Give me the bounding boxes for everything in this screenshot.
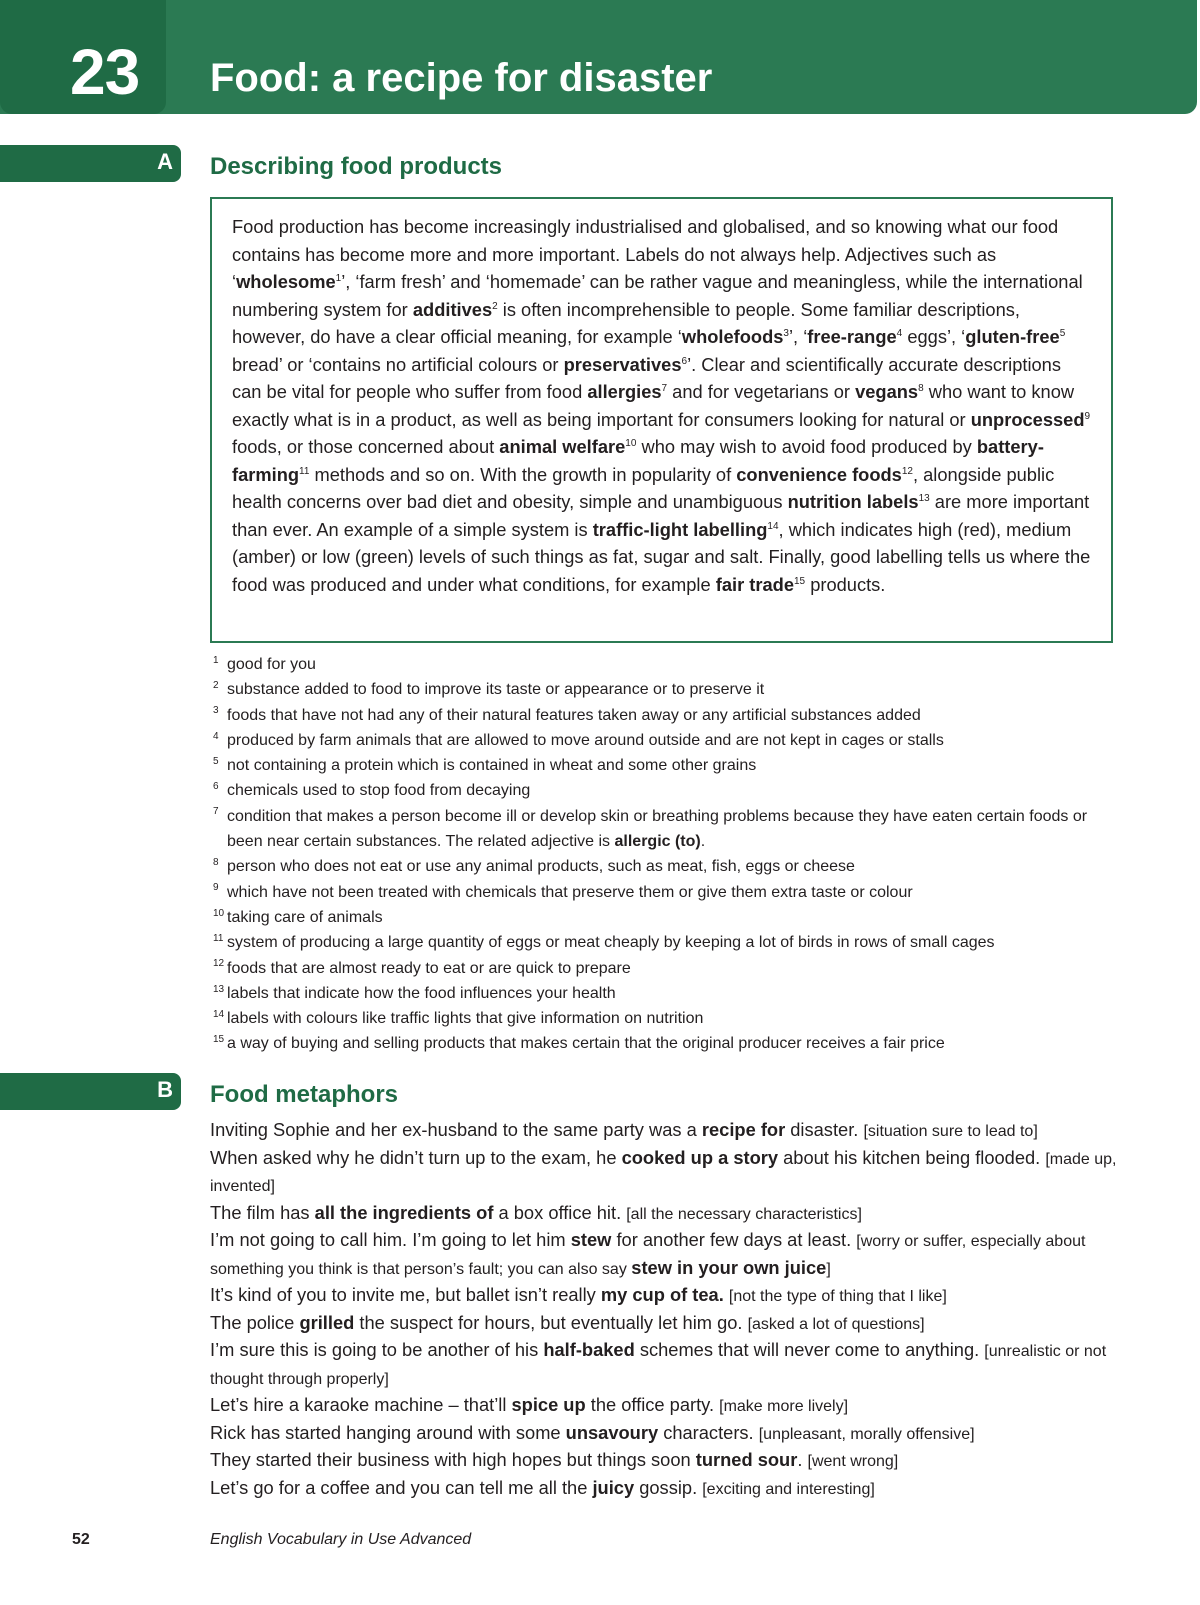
footnote-item: 7 condition that makes a person become ill or develop skin or breathing problems because they have eaten certain foods or been near certain substances. The related adjective is allergic (to). [213, 806, 1088, 851]
metaphor-sentence-start: The police [210, 1311, 300, 1333]
reading-text-box [210, 197, 1113, 643]
footnote-item: 5 not containing a protein which is contained in wheat and some other grains [213, 755, 757, 775]
metaphor-sentence-end: a box office hit. [493, 1201, 627, 1223]
footnote-ref: 2 [492, 300, 498, 312]
metaphor-sentence-start: Rick has started hanging around with some [210, 1421, 566, 1443]
text-run: , alongside public health concerns over bad diet and obesity, simple and unambiguous [232, 463, 1055, 512]
text-run: Food production has become increasingly industrialised and globalised, and so knowing what our food contains has become more and more important. Labels do not always help. Adjectives such as ‘ [232, 216, 1059, 292]
metaphor-sentence-end: for another few days at least. [611, 1229, 857, 1250]
text-run: who may wish to avoid food produced by [636, 436, 977, 457]
text-run: , which indicates high (red), medium (amber) or low (green) levels of such things as fat, sugar and salt. Finally, good labelling tells us where the food was produced and under what conditions, for example [232, 518, 1091, 595]
key-term: battery-farming [232, 436, 1044, 485]
metaphor-item [210, 1310, 1140, 1338]
metaphor-expression: half-baked [543, 1339, 635, 1360]
metaphor-expression: stew [570, 1229, 612, 1250]
metaphor-gloss: [not the type of thing that I like] [728, 1288, 947, 1305]
footnote-item: 12 foods that are almost ready to eat or are quick to prepare [213, 958, 631, 977]
footnote-text: foods that are almost ready to eat or are quick to prepare [227, 959, 631, 977]
footnote-ref: 5 [1059, 327, 1066, 339]
text-run: eggs’, ‘ [902, 326, 966, 347]
metaphor-sentence-start: When asked why he didn’t turn up to the exam, he [210, 1146, 622, 1168]
key-term: traffic-light labelling [592, 518, 768, 540]
metaphor-expression: turned sour [695, 1449, 798, 1470]
key-term: animal welfare [499, 436, 626, 457]
footnote-text: foods that have not had any of their natural features taken away or any artificial substances added [227, 706, 921, 724]
footnote-item: 14 labels with colours like traffic lights that give information on nutrition [213, 1008, 704, 1028]
footnotes-list [213, 652, 1113, 1057]
footnote-ref: 14 [767, 520, 779, 532]
footnote-item: 1 good for you [213, 654, 316, 673]
metaphor-item [210, 1200, 1140, 1228]
metaphor-item [210, 1447, 1140, 1475]
key-term: allergies [587, 381, 662, 402]
footnote-ref: 13 [918, 492, 930, 504]
metaphor-sentence-end: . [797, 1449, 808, 1470]
key-term: wholefoods [681, 326, 784, 347]
key-term: free-range [807, 326, 897, 347]
metaphor-gloss: [unpleasant, morally offensive] [758, 1425, 975, 1443]
footnote-text: person who does not eat or use any animal products, such as meat, fish, eggs or cheese [227, 858, 855, 876]
metaphor-item [210, 1392, 1140, 1420]
footnote-ref: 9 [1084, 410, 1091, 422]
footnote-item: 6 chemicals used to stop food from decaying [213, 781, 531, 800]
metaphor-sentence-start: Inviting Sophie and her ex-husband to the same party was a [210, 1119, 702, 1140]
metaphor-item [210, 1420, 1140, 1448]
footnote-text: chemicals used to stop food from decaying [227, 782, 531, 800]
footnote-text: labels with colours like traffic lights that give information on nutrition [227, 1010, 704, 1028]
footnote-item: 8 person who does not eat or use any animal products, such as meat, fish, eggs or cheese [213, 857, 855, 876]
text-run: ’, ‘ [788, 326, 808, 347]
section-a-tab [0, 145, 181, 182]
text-run: and for vegetarians or [667, 381, 856, 402]
metaphor-gloss-bold: stew in your own juice [631, 1256, 827, 1278]
key-term: additives [412, 298, 493, 320]
key-term: gluten-free [965, 326, 1060, 347]
metaphor-expression: all the ingredients of [314, 1201, 494, 1223]
footnote-text: substance added to food to improve its taste or appearance or to preserve it [227, 681, 765, 699]
book-title: English Vocabulary in Use Advanced [210, 1531, 472, 1548]
metaphor-sentence-end: schemes that will never come to anything. [634, 1339, 985, 1360]
footnote-bold-term: allergic (to) [614, 833, 701, 851]
section-b-heading: Food metaphors [210, 1081, 399, 1108]
footnote-ref: 3 [783, 327, 789, 339]
metaphor-sentence-start: The film has [210, 1201, 315, 1223]
footnote-text: system of producing a large quantity of eggs or meat cheaply by keeping a lot of birds in rows of small cages [227, 934, 995, 952]
metaphor-gloss: [asked a lot of questions] [747, 1315, 925, 1333]
footnote-text: good for you [227, 656, 316, 673]
footnote-item: 3 foods that have not had any of their natural features taken away or any artificial substances added [213, 705, 921, 724]
text-run: ’. Clear and scientifically accurate descriptions can be vital for people who suffer from food [232, 353, 1061, 402]
text-run: is often incomprehensible to people. Some familiar descriptions, however, do have a clear official meaning, for example ‘ [232, 298, 1020, 347]
footnote-text: condition that makes a person become ill or develop skin or breathing problems because they have eaten certain foods or been near certain substances. The related adjective is [227, 807, 1088, 851]
metaphor-sentence-end: the suspect for hours, but eventually let him go. [354, 1311, 748, 1333]
footnote-ref: 10 [625, 437, 637, 449]
footnote-item: 15 a way of buying and selling products that makes certain that the original producer receives a fair price [213, 1034, 945, 1053]
metaphor-item [210, 1282, 1140, 1310]
metaphor-gloss: [all the necessary characteristics] [626, 1205, 862, 1223]
page-number: 52 [72, 1531, 90, 1548]
key-term: fair trade [715, 573, 794, 595]
key-term: nutrition labels [787, 491, 919, 512]
footnote-item: 9 which have not been treated with chemicals that preserve them or give them extra taste or colour [213, 882, 913, 901]
metaphor-item [210, 1475, 1140, 1503]
metaphor-expression: my cup of tea. [600, 1284, 724, 1305]
metaphor-sentence-start: Let’s hire a karaoke machine – that’ll [210, 1394, 512, 1415]
metaphor-expression: recipe for [701, 1119, 786, 1140]
metaphor-list [210, 1117, 1140, 1502]
footnote-item: 2 substance added to food to improve its taste or appearance or to preserve it [213, 679, 765, 699]
footnote-ref: 8 [918, 382, 924, 394]
metaphor-gloss: [made up, invented] [210, 1150, 1117, 1195]
metaphor-sentence-end: the office party. [585, 1394, 720, 1415]
footnote-ref: 15 [793, 575, 806, 587]
metaphor-sentence-start: They started their business with high hopes but things soon [210, 1449, 696, 1470]
section-a-letter: A [157, 149, 173, 174]
metaphor-item [210, 1117, 1140, 1145]
text-run: ’, ‘farm fresh’ and ‘homemade’ can be rather vague and meaningless, while the international numbering system for [232, 271, 1083, 320]
metaphor-expression: grilled [299, 1311, 355, 1333]
text-run: products. [805, 573, 886, 595]
metaphor-expression: juicy [592, 1476, 635, 1498]
footnote-ref: 4 [896, 327, 903, 339]
footnote-ref: 12 [901, 465, 913, 477]
metaphor-sentence-start: I’m sure this is going to be another of his [210, 1339, 544, 1360]
footnote-ref: 1 [335, 272, 342, 284]
metaphor-gloss: [worry or suffer, especially about something you think is that person’s fault; you can also say [210, 1233, 1086, 1278]
metaphor-gloss: [went wrong] [807, 1453, 899, 1470]
metaphor-sentence-end: about his kitchen being flooded. [778, 1146, 1046, 1168]
metaphor-sentence-start: I’m not going to call him. I’m going to let him [210, 1229, 571, 1250]
footnote-item: 10 taking care of animals [213, 907, 383, 926]
metaphor-gloss: [situation sure to lead to] [863, 1123, 1038, 1140]
footnote-text-after: . [700, 833, 706, 851]
metaphor-gloss-end: ] [826, 1260, 831, 1278]
metaphor-expression: spice up [511, 1394, 586, 1415]
text-run: are more important than ever. An example of a simple system is [232, 491, 1090, 540]
footnote-text: labels that indicate how the food influences your health [227, 984, 616, 1002]
metaphor-gloss: [exciting and interesting] [702, 1480, 875, 1498]
metaphor-expression: unsavoury [565, 1421, 659, 1443]
section-a-heading: Describing food products [210, 153, 503, 180]
key-term: unprocessed [970, 408, 1085, 430]
section-b-tab [0, 1073, 181, 1110]
metaphor-gloss: [unrealistic or not thought through properly] [210, 1343, 1107, 1388]
footnote-item: 4 produced by farm animals that are allowed to move around outside and are not kept in cages or stalls [213, 730, 944, 749]
metaphor-expression: cooked up a story [621, 1146, 779, 1168]
unit-number: 23 [70, 36, 140, 108]
metaphor-sentence-start: It’s kind of you to invite me, but ballet isn’t really [210, 1284, 601, 1305]
text-run: bread’ or ‘contains no artificial colours or [232, 353, 564, 375]
section-b-letter: B [157, 1077, 173, 1102]
footnote-item: 11 system of producing a large quantity of eggs or meat cheaply by keeping a lot of birds in rows of small cages [213, 932, 995, 952]
metaphor-sentence-end: gossip. [634, 1476, 703, 1498]
key-term: convenience foods [736, 463, 902, 485]
footnote-text: which have not been treated with chemicals that preserve them or give them extra taste or colour [227, 883, 913, 901]
metaphor-gloss: [make more lively] [719, 1398, 849, 1415]
key-term: vegans [855, 381, 919, 402]
metaphor-item [210, 1337, 1140, 1392]
footnote-text: not containing a protein which is contained in wheat and some other grains [227, 757, 757, 775]
footnote-text: produced by farm animals that are allowed to move around outside and are not kept in cages or stalls [227, 731, 944, 749]
footnote-item: 13 labels that indicate how the food influences your health [213, 983, 616, 1002]
metaphor-sentence-end: disaster. [785, 1119, 864, 1140]
metaphor-sentence-end: characters. [658, 1421, 759, 1443]
metaphor-sentence-start: Let’s go for a coffee and you can tell me all the [210, 1476, 593, 1498]
text-run: methods and so on. With the growth in popularity of [309, 463, 737, 485]
key-term: preservatives [563, 353, 682, 375]
footnote-text: taking care of animals [227, 908, 383, 926]
text-run: who want to know exactly what is in a product, as well as being important for consumers looking for natural or [232, 381, 1075, 430]
metaphor-item [210, 1145, 1140, 1200]
footnote-ref: 6 [681, 355, 688, 367]
footnote-ref: 7 [661, 382, 668, 394]
footnote-ref: 11 [299, 465, 310, 477]
key-term: wholesome [236, 271, 336, 292]
footnote-text: a way of buying and selling products that makes certain that the original producer receives a fair price [227, 1035, 945, 1053]
unit-title: Food: a recipe for disaster [210, 56, 713, 100]
text-run: foods, or those concerned about [232, 436, 500, 457]
reading-text [232, 213, 1091, 598]
metaphor-item [210, 1227, 1140, 1282]
